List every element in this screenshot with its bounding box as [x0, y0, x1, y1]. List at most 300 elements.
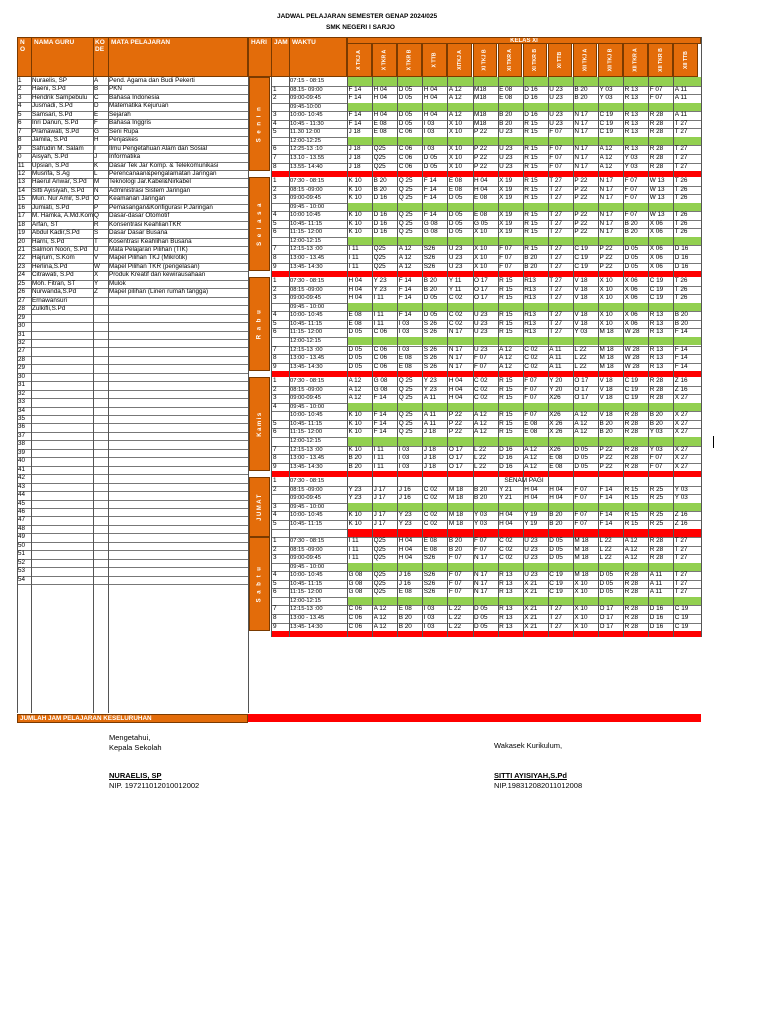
schedule-cell: R 28 [624, 428, 639, 436]
schedule-cell: A 12 [524, 462, 537, 470]
schedule-cell: R13 [524, 319, 536, 327]
schedule-cell: D 05 [423, 162, 438, 170]
schedule-cell: D 05 [549, 545, 563, 553]
schedule-cell: H 04 [549, 485, 563, 493]
schedule-cell: D 16 [499, 454, 513, 462]
schedule-cell: A 12 [624, 554, 638, 562]
schedule-cell: I 11 [373, 311, 384, 319]
waktu-cell: 10:00- 10:45 [290, 312, 323, 319]
schedule-cell: Q 25 [398, 219, 413, 227]
row-line [17, 339, 248, 340]
schedule-cell: A 12 [499, 345, 512, 353]
schedule-cell: F 14 [348, 94, 362, 102]
schedule-cell: C 06 [398, 128, 413, 136]
schedule-cell: R 13 [649, 354, 664, 362]
schedule-cell: R 15 [524, 177, 538, 185]
schedule-cell: T 27 [674, 579, 688, 587]
schedule-cell: Y 19 [524, 519, 538, 527]
day-name: Kamis [256, 411, 263, 437]
schedule-cell: H 04 [448, 377, 463, 385]
waktu-cell: 11:15- 12:00 [290, 589, 323, 596]
row-line [17, 373, 248, 374]
schedule-cell: A 12 [499, 362, 512, 370]
schedule-cell: O 17 [599, 614, 614, 621]
schedule-cell: P 22 [599, 262, 613, 270]
schedule-cell: R 15 [524, 185, 538, 193]
schedule-cell: F 07 [499, 254, 512, 261]
schedule-cell: C 19 [549, 588, 563, 596]
schedule-cell: U 23 [524, 571, 538, 579]
teacher-name: Safrudin M. Salam [32, 144, 84, 152]
schedule-cell: A 12 [599, 162, 613, 170]
schedule-cell: X 26 [549, 419, 563, 427]
teacher-code: V [94, 254, 99, 262]
schedule-cell: N 17 [599, 177, 613, 185]
jam-number: 8 [273, 354, 277, 362]
schedule-cell: W 13 [649, 177, 665, 185]
teacher-no: 46 [18, 507, 26, 515]
schedule-cell: H 04 [373, 94, 388, 102]
schedule-cell: R 15 [499, 328, 513, 336]
schedule-cell: Q25 [373, 145, 386, 153]
jam-number: 6 [273, 328, 277, 336]
day-label [249, 277, 270, 371]
schedule-cell: C 19 [649, 294, 664, 302]
col-line [397, 77, 398, 637]
schedule-cell: X 10 [599, 277, 613, 285]
class-column-label: XI TKR A [506, 49, 513, 71]
schedule-cell: T 27 [549, 277, 562, 285]
schedule-cell: N 17 [599, 228, 613, 236]
waktu-cell: 10:45- 11:15 [290, 420, 323, 427]
schedule-cell: H 04 [524, 494, 538, 502]
row-line [17, 347, 248, 348]
jam-number: 5 [273, 128, 277, 136]
schedule-cell: R 28 [624, 462, 639, 470]
schedule-cell: P 22 [574, 194, 588, 202]
teacher-name: Arfan, ST [32, 220, 59, 228]
schedule-cell: F 07 [574, 511, 588, 519]
schedule-cell: R 15 [499, 285, 513, 293]
schedule-cell: Q25 [373, 262, 386, 270]
schedule-cell: I 11 [373, 294, 384, 302]
row-line [17, 491, 248, 492]
schedule-cell: T 26 [674, 228, 688, 236]
jam-number: 7 [273, 605, 277, 613]
waktu-cell: 11:15- 12:00 [290, 429, 323, 436]
waktu-cell: 12:00-12:15 [290, 597, 321, 604]
schedule-cell: D 05 [599, 588, 613, 596]
schedule-cell: C 02 [448, 294, 463, 302]
teacher-no: 50 [18, 541, 26, 549]
teacher-name: Hajrum, S.Kom [32, 254, 75, 262]
col-line [422, 77, 423, 637]
schedule-cell: X 10 [448, 145, 463, 153]
col-line [623, 77, 624, 637]
row-line [17, 440, 248, 441]
schedule-cell: X 06 [624, 311, 638, 319]
jam-number: 6 [273, 588, 277, 596]
teacher-subject: Informatika [109, 153, 141, 161]
jam-number: 8 [273, 454, 277, 462]
teacher-name: Nuraelis, SP [32, 77, 67, 84]
schedule-cell: F 07 [649, 94, 663, 102]
schedule-cell: A 11 [649, 571, 663, 579]
schedule-cell: U 23 [549, 85, 563, 93]
schedule-cell: C 02 [499, 537, 513, 545]
schedule-cell: Q25 [373, 162, 386, 170]
class-column-header [473, 43, 498, 77]
schedule-cell: Y 23 [373, 285, 387, 293]
text-cursor [713, 436, 714, 448]
schedule-cell: R 28 [649, 153, 664, 161]
row-line [17, 584, 248, 585]
jam-number: 7 [273, 245, 277, 253]
header-mata-pelajaran: MATA PELAJARAN [108, 37, 248, 77]
schedule-cell: C 06 [348, 605, 362, 613]
schedule-cell: T 26 [674, 185, 688, 193]
schedule-cell: F 07 [524, 394, 537, 402]
schedule-cell: H 04 [423, 94, 438, 102]
schedule-cell: Z 16 [674, 385, 688, 393]
schedule-cell: H 04 [549, 494, 563, 502]
teacher-subject: Mulok [109, 279, 126, 287]
schedule-cell: C 02 [524, 345, 538, 353]
schedule-cell: H 04 [499, 511, 513, 519]
class-column-header [573, 43, 598, 77]
schedule-cell: U 23 [549, 94, 563, 102]
teacher-no: 36 [18, 423, 26, 431]
schedule-cell: R 15 [624, 519, 639, 527]
schedule-cell: A 12 [448, 85, 462, 93]
jam-number: 4 [273, 211, 277, 219]
schedule-cell: I 03 [423, 128, 435, 136]
schedule-cell: F 07 [524, 385, 537, 393]
schedule-cell: O 17 [448, 462, 463, 470]
schedule-cell: S26 [423, 554, 436, 562]
schedule-cell: Y 19 [524, 511, 538, 519]
schedule-cell: F 07 [474, 545, 487, 553]
schedule-cell: A 12 [448, 111, 462, 119]
schedule-cell: F 07 [524, 411, 537, 419]
class-column-header [648, 43, 673, 77]
schedule-cell: F 14 [398, 294, 412, 302]
schedule-cell: Y 11 [448, 277, 462, 285]
schedule-cell: I 11 [348, 262, 359, 270]
class-column-label: XII TKJ A [582, 48, 589, 72]
schedule-cell: T 26 [674, 194, 688, 202]
row-line [17, 542, 248, 543]
schedule-cell: F 14 [599, 485, 613, 493]
schedule-cell: R 15 [499, 277, 513, 285]
schedule-cell: X 27 [674, 419, 688, 427]
schedule-cell: U 23 [549, 111, 563, 119]
schedule-cell: D 16 [524, 85, 538, 93]
schedule-cell: A 11 [674, 111, 688, 119]
schedule-cell: D 16 [674, 254, 689, 261]
schedule-cell: X 10 [599, 294, 613, 302]
waktu-cell: 07:30 - 08:15 [290, 178, 325, 185]
schedule-cell: I 03 [398, 462, 410, 470]
schedule-cell: N 17 [574, 119, 588, 127]
teacher-code: X [94, 271, 99, 279]
schedule-cell: D 05 [599, 579, 613, 587]
jam-number: 6 [273, 145, 277, 153]
schedule-cell: O 17 [474, 294, 488, 302]
jam-number: 2 [273, 545, 277, 553]
row-line [17, 432, 248, 433]
schedule-cell: M 18 [599, 328, 614, 336]
day-label [249, 377, 270, 471]
jam-number: 2 [273, 385, 277, 393]
schedule-cell: F 14 [373, 428, 387, 436]
schedule-cell: F 07 [474, 537, 487, 545]
schedule-cell: F 07 [448, 579, 462, 587]
jam-number: 5 [273, 319, 277, 327]
schedule-cell: F 07 [574, 519, 588, 527]
class-column-label: XII TTB [682, 51, 689, 69]
schedule-cell: D 16 [674, 262, 689, 270]
schedule-cell: L 22 [574, 362, 587, 370]
waktu-cell: 09:00-09:45 [290, 95, 321, 102]
schedule-cell: C 02 [524, 362, 538, 370]
waktu-cell: 10:00- 10:45 [290, 412, 323, 419]
schedule-cell: B 20 [649, 419, 663, 427]
row-line [17, 364, 248, 365]
row-line [17, 314, 248, 315]
schedule-cell: M 18 [574, 571, 589, 579]
schedule-cell: R 28 [649, 111, 664, 119]
waktu-cell: 12:15-13 :00 [290, 446, 323, 453]
schedule-cell: T 27 [549, 614, 562, 621]
schedule-cell: F 14 [674, 362, 688, 370]
schedule-cell: H 04 [474, 177, 488, 185]
waktu-cell: 07:30 - 08:15 [290, 378, 325, 385]
schedule-cell: I 03 [398, 345, 410, 353]
schedule-cell: Q25 [373, 554, 386, 562]
row-line [17, 322, 248, 323]
schedule-cell: M 18 [574, 545, 589, 553]
schedule-cell: I 11 [373, 462, 384, 470]
teacher-subject: Keamanan Jaringan [109, 195, 166, 203]
schedule-cell: R13 [524, 285, 536, 293]
col-line [673, 77, 674, 637]
schedule-cell: R 15 [499, 411, 513, 419]
teacher-name: Upsian, S.Pd [32, 161, 69, 169]
waktu-cell: 10:00- 10:45 [290, 512, 323, 519]
schedule-cell: X 10 [474, 262, 488, 270]
schedule-cell: T 27 [674, 537, 688, 545]
schedule-cell: N 17 [474, 588, 488, 596]
schedule-cell: T 27 [549, 285, 562, 293]
schedule-cell: I 03 [398, 454, 410, 462]
schedule-cell: X 10 [599, 285, 613, 293]
schedule-cell: Y 23 [348, 485, 362, 493]
schedule-cell: R 15 [524, 145, 538, 153]
schedule-cell: C 19 [649, 285, 664, 293]
schedule-cell: F 07 [499, 245, 512, 253]
jam-number: 4 [273, 119, 277, 127]
waktu-cell: 08:15 -09:00 [290, 486, 323, 493]
schedule-cell: X 21 [524, 605, 538, 613]
schedule-cell: E 08 [448, 185, 463, 193]
jam-number: 1 [273, 537, 277, 545]
schedule-cell: X 21 [524, 588, 538, 596]
schedule-cell: A 11 [549, 354, 562, 362]
schedule-cell: B 20 [398, 622, 412, 630]
schedule-cell: Z 16 [674, 511, 688, 519]
waktu-cell: 13:00 - 13.45 [290, 615, 325, 621]
schedule-cell: M 18 [599, 345, 614, 353]
schedule-cell: C 19 [574, 245, 588, 253]
schedule-cell: A 12 [499, 354, 512, 362]
schedule-cell: N 17 [574, 145, 588, 153]
teacher-no: 31 [18, 330, 26, 338]
schedule-cell: Q 25 [398, 194, 413, 202]
schedule-cell: U 23 [448, 254, 463, 261]
schedule-cell: R 15 [524, 119, 538, 127]
teacher-subject: Teknologi Jar.Kabel&Nirkabel [109, 178, 191, 186]
schedule-cell: F 07 [549, 128, 563, 136]
schedule-cell: R 15 [524, 228, 538, 236]
schedule-cell: N 17 [599, 185, 613, 193]
schedule-cell: D 05 [549, 537, 563, 545]
jam-number: 4 [273, 402, 277, 410]
teacher-no: 23 [18, 262, 26, 270]
schedule-cell: B 20 [448, 537, 463, 545]
schedule-cell: T 27 [549, 211, 562, 219]
schedule-cell: Q 25 [398, 211, 413, 219]
schedule-cell: A 11 [549, 345, 562, 353]
schedule-cell: Y 23 [398, 519, 412, 527]
schedule-cell: D 05 [398, 119, 413, 127]
schedule-cell: D 05 [474, 614, 488, 621]
teacher-code: Y [94, 279, 99, 287]
schedule-cell: U 23 [474, 311, 488, 319]
schedule-cell: I 03 [423, 119, 435, 127]
schedule-cell: A 12 [448, 94, 462, 102]
schedule-cell: W 13 [649, 194, 665, 202]
jam-number: 2 [273, 185, 277, 193]
schedule-cell: T 27 [549, 319, 562, 327]
schedule-cell: F 07 [624, 185, 638, 193]
class-column-header [447, 43, 472, 77]
waktu-cell: 07:30 - 08:15 [290, 478, 325, 485]
schedule-cell: X 06 [649, 262, 663, 270]
schedule-cell: R 15 [499, 385, 513, 393]
schedule-cell: B 20 [423, 285, 437, 293]
schedule-cell: K 10 [348, 511, 362, 519]
teacher-code: O [94, 195, 99, 203]
schedule-cell: C 02 [474, 385, 488, 393]
schedule-cell: Y 23 [373, 277, 387, 285]
schedule-cell: Y 20 [549, 377, 563, 385]
schedule-cell: W 13 [649, 185, 665, 193]
teacher-code: D [94, 102, 99, 110]
schedule-cell: H 04 [348, 285, 362, 293]
class-column-header [598, 43, 623, 77]
schedule-cell: O 17 [448, 445, 463, 453]
schedule-cell: F 07 [448, 588, 462, 596]
teacher-name: Jamila, S.Pd [32, 136, 68, 144]
header-kode: KO DE [93, 37, 109, 77]
schedule-cell: I 03 [423, 605, 435, 613]
schedule-cell: A 12 [373, 614, 387, 621]
schedule-cell: F 14 [373, 411, 387, 419]
schedule-cell: D 05 [599, 571, 613, 579]
schedule-cell: A 12 [574, 411, 588, 419]
schedule-cell: F 07 [549, 145, 563, 153]
schedule-cell: E 08 [423, 545, 437, 553]
waktu-cell: 09:45 - 10:00 [290, 503, 325, 510]
schedule-cell: U 23 [549, 119, 563, 127]
schedule-cell: T 27 [549, 177, 562, 185]
col-line [289, 77, 290, 637]
schedule-cell: R 13 [624, 145, 639, 153]
schedule-cell: C 02 [448, 319, 463, 327]
waktu-cell: 07:30 - 08:15 [290, 538, 325, 545]
schedule-cell: R 15 [499, 311, 513, 319]
schedule-cell: N 17 [574, 153, 588, 161]
teacher-no: 41 [18, 465, 26, 473]
teacher-name: Nurwanda,S.Pd [32, 288, 77, 296]
schedule-cell: U 23 [499, 153, 513, 161]
schedule-cell: A 12 [599, 153, 613, 161]
schedule-cell: Y 03 [674, 485, 688, 493]
teacher-name: Harni, S.Pd [32, 237, 65, 245]
schedule-cell: O 17 [574, 385, 589, 393]
col-line [108, 77, 109, 713]
schedule-cell: R 15 [524, 194, 538, 202]
schedule-cell: X 10 [474, 245, 488, 253]
teacher-subject: Mapel pilihan (Linen rumah tangga) [109, 288, 209, 296]
schedule-cell: U 23 [474, 319, 488, 327]
schedule-cell: Y 23 [398, 511, 412, 519]
schedule-cell: R 13 [499, 588, 513, 596]
schedule-cell: R 13 [624, 94, 639, 102]
teacher-no: 25 [18, 279, 26, 287]
schedule-cell: X 27 [674, 394, 688, 402]
schedule-cell: Y 03 [624, 153, 638, 161]
sig-wakasek: Wakasek Kurikulum, [494, 741, 563, 750]
schedule-cell: K 10 [348, 445, 362, 453]
teacher-no: 14 [18, 186, 26, 194]
schedule-cell: N 17 [474, 571, 488, 579]
schedule-cell: X 10 [448, 119, 463, 127]
schedule-cell: R 13 [624, 128, 639, 136]
schedule-cell: A 11 [649, 579, 663, 587]
schedule-cell: A 11 [549, 362, 562, 370]
schedule-cell: F 14 [599, 511, 613, 519]
schedule-cell: T 27 [549, 219, 562, 227]
teacher-no: 53 [18, 567, 26, 575]
col-line [271, 77, 272, 637]
waktu-cell: 08:15 -09:00 [290, 386, 323, 393]
schedule-cell: D 05 [448, 194, 463, 202]
waktu-cell: 08:15 -09:00 [290, 186, 323, 193]
schedule-cell: Q25 [373, 579, 386, 587]
schedule-cell: E 08 [398, 605, 412, 613]
teacher-no: 27 [18, 347, 26, 355]
schedule-cell: R 15 [499, 419, 513, 427]
day-name: R a b u [256, 308, 263, 340]
schedule-cell: E 08 [499, 94, 513, 102]
schedule-cell: P 22 [574, 177, 588, 185]
schedule-cell: I 03 [423, 145, 435, 153]
teacher-code: J [94, 153, 98, 161]
schedule-cell: K 10 [348, 211, 362, 219]
schedule-cell: X 10 [599, 311, 613, 319]
